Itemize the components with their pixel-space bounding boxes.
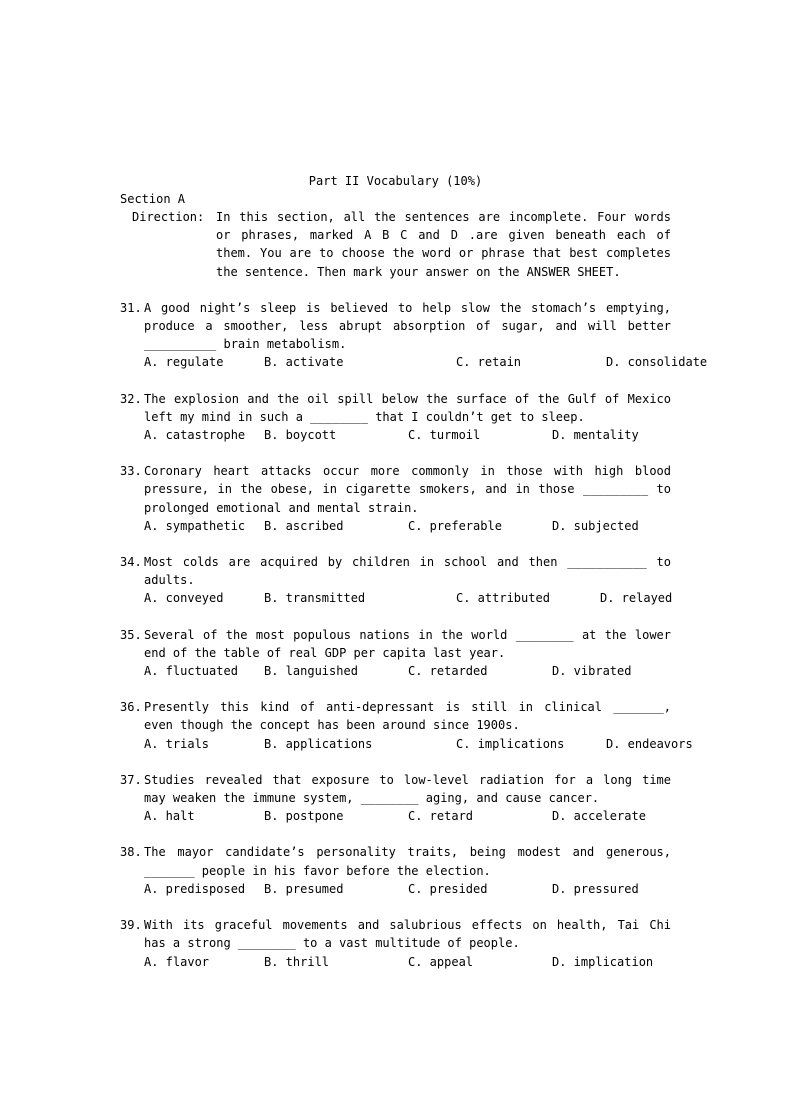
- options-row: [144, 589, 671, 607]
- option-d: D. accelerate: [552, 809, 646, 824]
- option-c: C. presided: [408, 881, 488, 896]
- question-stem: Studies revealed that exposure to low-level radiation for a long time may weaken the immune system, ________ aging, and cause cancer.: [144, 772, 671, 806]
- option-a: A. halt: [144, 809, 195, 824]
- question-37: [120, 771, 671, 826]
- question-number: 31.: [120, 300, 142, 315]
- direction-block: [120, 208, 671, 281]
- question-number: 32.: [120, 391, 142, 406]
- option-d: D. mentality: [552, 428, 639, 443]
- page-title: Part II Vocabulary (10%): [308, 174, 483, 188]
- question-stem: Coronary heart attacks occur more commonly in those with high blood pressure, in the obese, in cigarette smokers, and in those _________ to prolonged emotional and mental strain.: [144, 464, 671, 515]
- question-number: 38.: [120, 845, 142, 860]
- option-b: B. languished: [264, 664, 358, 679]
- options-row: [144, 662, 671, 680]
- question-stem: The explosion and the oil spill below the surface of the Gulf of Mexico left my mind in such a ________ that I couldn’t get to sleep.: [144, 391, 671, 424]
- question-number: 37.: [120, 772, 142, 787]
- option-a: A. conveyed: [144, 591, 224, 606]
- question-31: [120, 299, 708, 372]
- question-38: [120, 843, 671, 898]
- option-a: A. catastrophe: [144, 428, 246, 443]
- options-row: [144, 735, 693, 753]
- direction-label: Direction:: [132, 210, 205, 224]
- question-35: [120, 626, 671, 681]
- question-stem: Several of the most populous nations in the world ________ at the lower end of the table of real GDP per capita last year.: [144, 627, 671, 660]
- option-a: A. predisposed: [144, 881, 246, 896]
- question-stem: With its graceful movements and salubrious effects on health, Tai Chi has a strong ________ to a vast multitude of people.: [144, 918, 671, 951]
- option-c: C. retarded: [408, 664, 488, 679]
- question-number: 35.: [120, 627, 142, 642]
- option-c: C. turmoil: [408, 428, 481, 443]
- options-row: [144, 517, 671, 535]
- question-number: 39.: [120, 918, 142, 933]
- option-a: A. regulate: [144, 355, 224, 370]
- option-c: C. appeal: [408, 954, 474, 969]
- question-stem: The mayor candidate’s personality traits, being modest and generous, _______ people in his favor before the election.: [144, 845, 671, 878]
- document-page: [120, 172, 708, 971]
- question-number: 34.: [120, 555, 142, 570]
- option-d: D. implication: [552, 954, 654, 969]
- option-b: B. presumed: [264, 881, 344, 896]
- section-label: Section A: [120, 192, 186, 206]
- option-b: B. ascribed: [264, 518, 344, 533]
- option-c: C. preferable: [408, 518, 502, 533]
- question-number: 36.: [120, 700, 142, 715]
- option-a: A. trials: [144, 736, 210, 751]
- question-33: [120, 462, 671, 535]
- option-b: B. postpone: [264, 809, 344, 824]
- option-a: A. fluctuated: [144, 664, 238, 679]
- option-c: C. attributed: [456, 591, 550, 606]
- options-row: [144, 426, 671, 444]
- option-a: A. flavor: [144, 954, 210, 969]
- question-36: [120, 698, 693, 753]
- options-row: [144, 807, 671, 825]
- option-b: B. boycott: [264, 428, 337, 443]
- question-stem: Presently this kind of anti-depressant is still in clinical _______, even though the concept has been around since 1900s.: [144, 700, 671, 733]
- options-row: [144, 953, 671, 971]
- question-stem: A good night’s sleep is believed to help slow the stomach’s emptying, produce a smoother, less abrupt absorption of sugar, and will better __________ brain metabolism.: [144, 300, 671, 352]
- option-c: C. retard: [408, 809, 474, 824]
- option-d: D. endeavors: [606, 736, 693, 751]
- option-c: C. implications: [456, 736, 565, 751]
- options-row: [144, 353, 708, 371]
- question-number: 33.: [120, 464, 142, 479]
- direction-text: In this section, all the sentences are incomplete. Four words or phrases, marked A B C and D .are given beneath each of them. You are to choose the word or phrase that best completes the sentence. Then mark your answer on the ANSWER SHEET.: [216, 210, 671, 279]
- option-a: A. sympathetic: [144, 518, 246, 533]
- option-d: D. pressured: [552, 881, 639, 896]
- option-b: B. transmitted: [264, 591, 366, 606]
- option-d: D. subjected: [552, 518, 639, 533]
- option-b: B. activate: [264, 355, 344, 370]
- question-39: [120, 916, 671, 971]
- option-b: B. thrill: [264, 954, 330, 969]
- question-32: [120, 390, 671, 445]
- option-b: B. applications: [264, 736, 373, 751]
- option-d: D. relayed: [600, 591, 673, 606]
- option-c: C. retain: [456, 355, 522, 370]
- option-d: D. consolidate: [606, 355, 708, 370]
- option-d: D. vibrated: [552, 664, 632, 679]
- question-34: [120, 553, 671, 608]
- question-stem: Most colds are acquired by children in school and then ___________ to adults.: [144, 555, 671, 588]
- options-row: [144, 880, 671, 898]
